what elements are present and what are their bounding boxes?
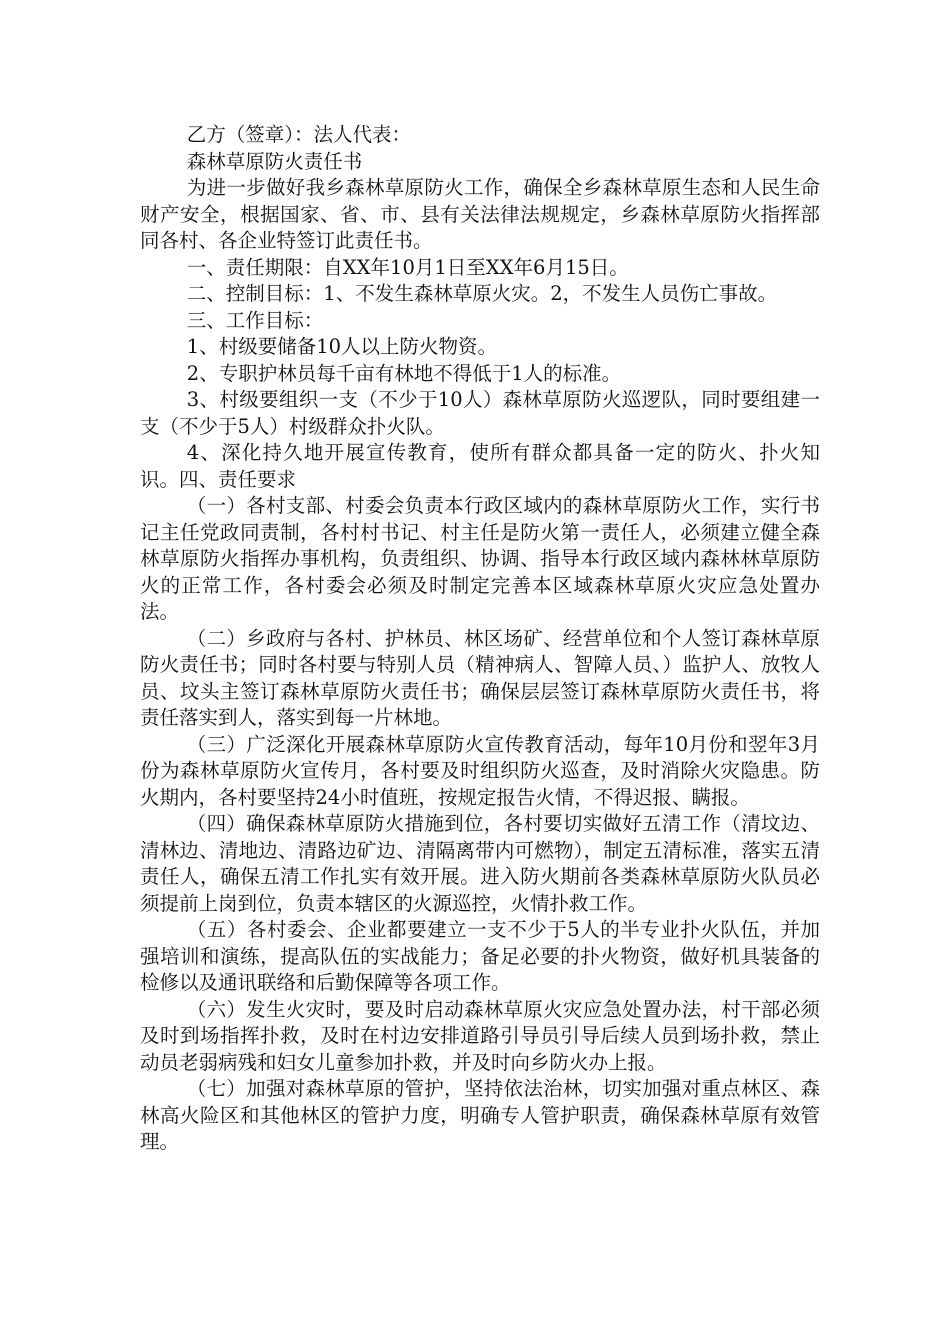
requirement-paragraph: （二）乡政府与各村、护林员、林区场矿、经营单位和个人签订森林草原防火责任书；同时各村要与特别人员（精神病人、智障人员、）监护人、放牧人员、坟头主签订森林草原防火责任书；确保层层签订森林草原防火责任书，将责任落实到人，落实到每一片林地。 — [140, 626, 820, 729]
work-target-item: 1、村级要储备10人以上防火物资。 — [186, 335, 498, 358]
requirement-paragraph: （一）各村支部、村委会负责本行政区域内的森林草原防火工作，实行书记主任党政同责制，各村村书记、村主任是防火第一责任人，必须建立健全森林草原防火指挥办事机构，负责组织、协调、指导本行政区域内森林林草原防火的正常工作，各村委会必须及时制定完善本区域森林草原火灾应急处置办法。 — [140, 494, 820, 623]
control-target-paragraph: 二、控制目标：1、不发生森林草原火灾。2，不发生人员伤亡事故。 — [186, 282, 778, 305]
requirement-paragraph: （五）各村委会、企业都要建立一支不少于5人的半专业扑火队伍，并加强培训和演练，提高队伍的实战能力；备足必要的扑火物资，做好机具装备的检修以及通讯联络和后勤保障等各项工作。 — [140, 918, 820, 994]
requirement-paragraph: （七）加强对森林草原的管护，坚持依法治林，切实加强对重点林区、森林高火险区和其他林区的管护力度，明确专人管护职责，确保森林草原有效管理。 — [140, 1077, 820, 1153]
document-body — [140, 122, 820, 1156]
intro-paragraph: 为进一步做好我乡森林草原防火工作，确保全乡森林草原生态和人民生命财产安全，根据国家、省、市、县有关法律法规规定，乡森林草原防火指挥部同各村、各企业特签订此责任书。 — [140, 176, 820, 252]
work-target-item: 4、深化持久地开展宣传教育，使所有群众都具备一定的防火、扑火知识。四、责任要求 — [140, 441, 820, 491]
document-title: 森林草原防火责任书 — [186, 149, 363, 173]
requirement-paragraph: （三）广泛深化开展森林草原防火宣传教育活动，每年10月份和翌年3月份为森林草原防火宣传月，各村要及时组织防火巡查，及时消除火灾隐患。防火期内，各村要坚持24小时值班，按规定报告火情，不得迟报、瞒报。 — [140, 732, 820, 809]
signature-line: 乙方（签章）：法人代表： — [186, 123, 412, 146]
work-target-item: 3、村级要组织一支（不少于10人）森林草原防火巡逻队，同时要组建一支（不少于5人）村级群众扑火队。 — [140, 388, 820, 438]
term-paragraph: 一、责任期限：自XX年10月1日至XX年6月15日。 — [186, 255, 629, 279]
requirement-paragraph: （四）确保森林草原防火措施到位，各村要切实做好五清工作（清坟边、清林边、清地边、清路边矿边、清隔离带内可燃物），制定五清标准，落实五清责任人，确保五清工作扎实有效开展。进入防火期前各类森林草原防火队员必须提前上岗到位，负责本辖区的火源巡控，火情扑救工作。 — [140, 812, 820, 915]
work-target-item: 2、专职护林员每千亩有林地不得低于1人的标准。 — [186, 361, 622, 385]
requirement-paragraph: （六）发生火灾时，要及时启动森林草原火灾应急处置办法，村干部必须及时到场指挥扑救，及时在村边安排道路引导员引导后续人员到场扑救，禁止动员老弱病残和妇女儿童参加扑救，并及时向乡防火办上报。 — [140, 997, 820, 1074]
work-target-heading: 三、工作目标： — [186, 308, 324, 332]
